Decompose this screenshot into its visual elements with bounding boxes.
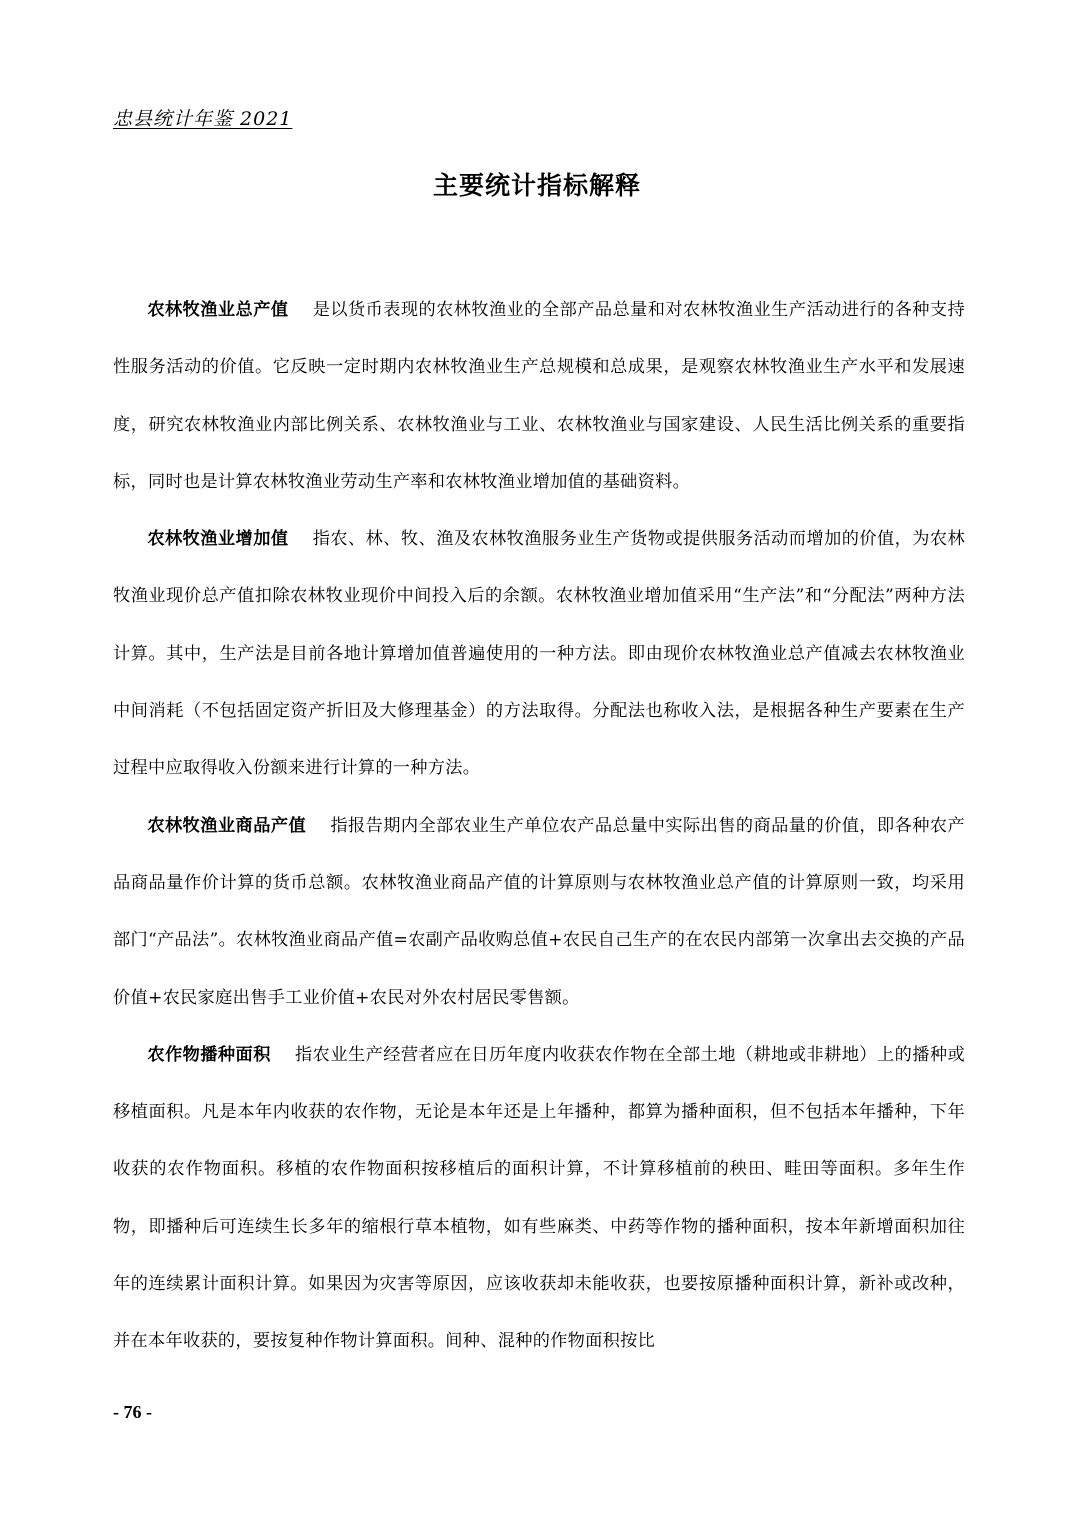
paragraph-commodity-output	[113, 798, 965, 1027]
page-number: - 76 -	[113, 1402, 152, 1422]
term-label: 农林牧渔业增加值	[147, 529, 289, 550]
term-definition: 指农、林、牧、渔及农林牧渔服务业生产货物或提供服务活动而增加的价值，为农林牧渔业现价总产值扣除农林牧业现价中间投入后的余额。农林牧渔业增加值采用“生产法”和“分配法”两种方法计算。其中，生产法是目前各地计算增加值普遍使用的一种方法。即由现价农林牧渔业总产值减去农林牧渔业中间消耗（不包括固定资产折旧及大修理基金）的方法取得。分配法也称收入法，是根据各种生产要素在生产过程中应取得收入份额来进行计算的一种方法。	[113, 529, 965, 779]
term-label: 农作物播种面积	[147, 1044, 271, 1065]
paragraph-value-added	[113, 511, 965, 797]
term-definition: 是以货币表现的农林牧渔业的全部产品总量和对农林牧渔业生产活动进行的各种支持性服务活动的价值。它反映一定时期内农林牧渔业生产总规模和总成果，是观察农林牧渔业生产水平和发展速度，研究农林牧渔业内部比例关系、农林牧渔业与工业、农林牧渔业与国家建设、人民生活比例关系的重要指标，同时也是计算农林牧渔业劳动生产率和农林牧渔业增加值的基础资料。	[113, 300, 965, 492]
page-title: 主要统计指标解释	[432, 171, 641, 200]
paragraph-sown-area	[113, 1027, 965, 1371]
term-label: 农林牧渔业总产值	[147, 300, 289, 320]
term-definition: 指报告期内全部农业生产单位农产品总量中实际出售的商品量的价值，即各种农产品商品量作价计算的货币总额。农林牧渔业商品产值的计算原则与农林牧渔业总产值的计算原则一致，均采用部门“产品法”。农林牧渔业商品产值=农副产品收购总值+农民自己生产的在农民内部第一次拿出去交换的产品价值+农民家庭出售手工业价值+农民对外农村居民零售额。	[113, 815, 966, 1008]
term-definition: 指农业生产经营者应在日历年度内收获农作物在全部土地（耕地或非耕地）上的播种或移植面积。凡是本年内收获的农作物，无论是本年还是上年播种，都算为播种面积，但不包括本年播种，下年收获的农作物面积。移植的农作物面积按移植后的面积计算，不计算移植前的秧田、畦田等面积。多年生作物，即播种后可连续生长多年的缩根行草本植物，如有些麻类、中药等作物的播种面积，按本年新增面积加往年的连续累计面积计算。如果因为灾害等原因，应该收获却未能收获，也要按原播种面积计算，新补或改种，并在本年收获的，要按复种作物计算面积。间种、混种的作物面积按比	[113, 1044, 965, 1352]
running-header: 忠县统计年鉴 2021	[113, 108, 293, 130]
paragraph-gross-output	[113, 282, 965, 511]
term-label: 农林牧渔业商品产值	[147, 815, 307, 836]
body-text	[113, 282, 965, 1371]
